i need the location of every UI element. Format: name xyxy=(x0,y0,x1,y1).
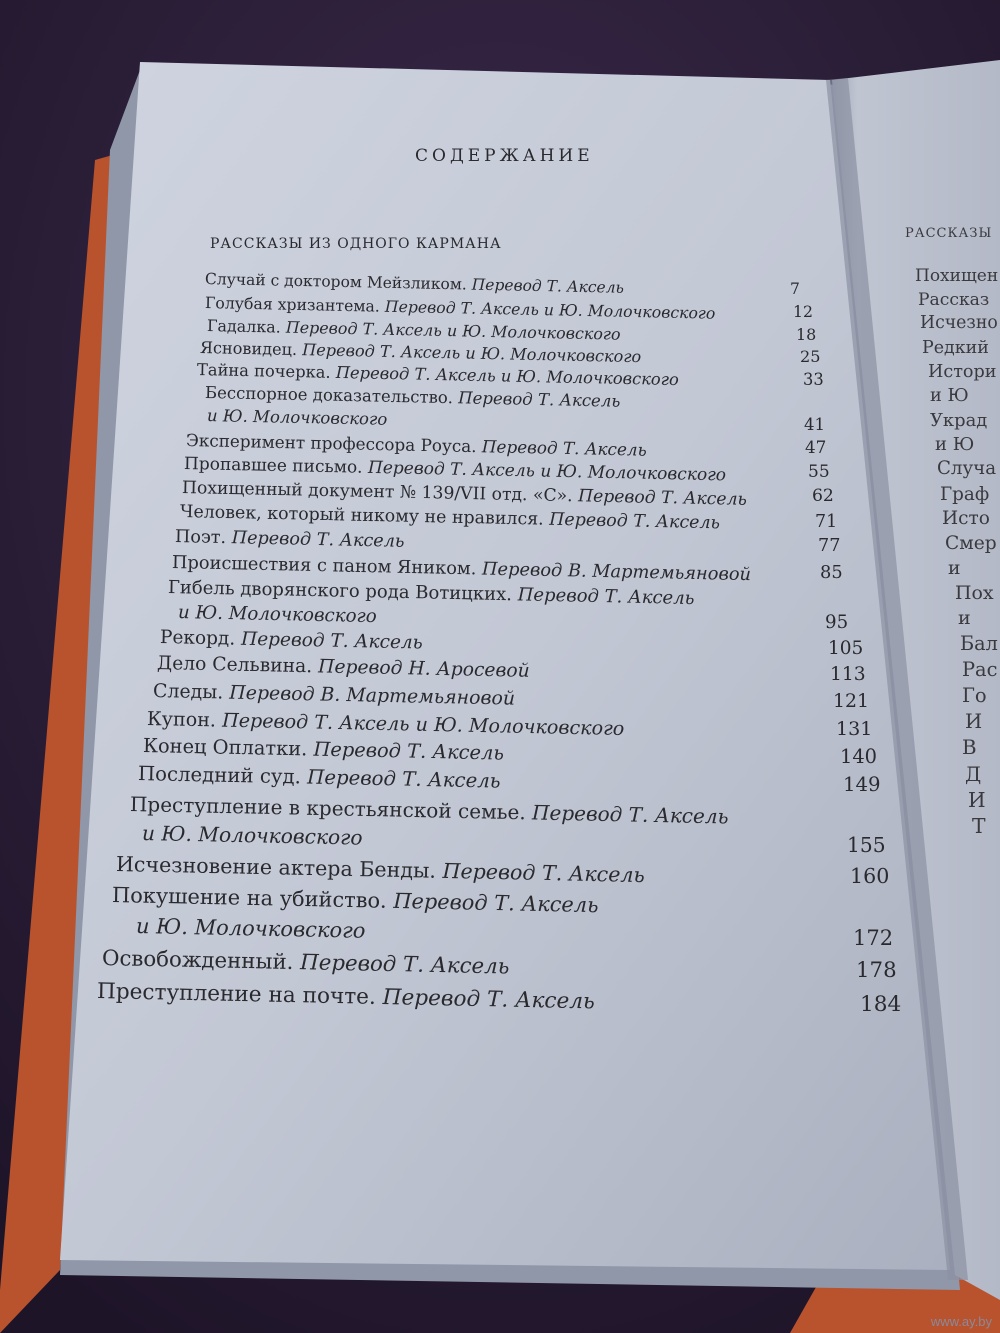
entry-page-number: 47 xyxy=(805,437,827,457)
entry-translator: Перевод Н. Аросевой xyxy=(317,656,530,682)
entry-title: Конец Оплатки. xyxy=(142,734,314,761)
right-page-fragment: и Ю xyxy=(930,386,969,406)
entry-title: Пропавшее письмо. xyxy=(183,454,369,478)
entry-page-number: 155 xyxy=(847,833,886,857)
entry-translator: Перевод Т. Аксель xyxy=(577,486,748,510)
entry-page-number: 25 xyxy=(800,347,821,366)
entry-translator: Перевод Т. Аксель xyxy=(481,436,647,460)
entry-translator: Перевод Т. Аксель xyxy=(471,275,625,297)
entry-page-number: 113 xyxy=(830,664,866,685)
entry-page-number: 105 xyxy=(828,638,864,659)
entry-title: Гадалка. xyxy=(206,316,287,337)
toc-entry xyxy=(207,406,388,429)
entry-title: Купон. xyxy=(146,707,223,732)
entry-translator: Перевод Т. Аксель xyxy=(458,388,621,411)
entry-title: Преступление на почте. xyxy=(96,979,383,1010)
entry-translator: Перевод Т. Аксель xyxy=(393,888,599,918)
entry-title: Поэт. xyxy=(174,527,232,549)
toc-entry xyxy=(178,602,377,627)
entry-translator: Перевод Т. Аксель и Ю. Молочковского xyxy=(335,362,679,390)
right-page-fragment: Т xyxy=(972,814,986,838)
entry-page-number: 178 xyxy=(856,958,897,983)
right-section-fragment: РАССКАЗЫ xyxy=(905,226,993,241)
right-page-fragment: И xyxy=(965,710,983,733)
entry-page-number: 77 xyxy=(818,536,841,556)
entry-title: Дело Сельвина. xyxy=(156,653,319,678)
entry-title: Эксперимент профессора Роуса. xyxy=(185,430,483,457)
right-page-fragment: и xyxy=(958,606,971,629)
entry-title: Преступление в крестьянской семье. xyxy=(129,792,533,825)
entry-page-number: 7 xyxy=(790,280,800,298)
entry-page-number: 55 xyxy=(808,462,830,482)
entry-title: Рекорд. xyxy=(159,627,242,650)
right-page-fragment: Пох xyxy=(955,582,994,604)
entry-title: Случай с доктором Мейзликом. xyxy=(204,270,472,294)
right-page-fragment: Исто xyxy=(942,508,990,529)
entry-title: Человек, который никому не нравился. xyxy=(179,502,550,530)
entry-page-number: 95 xyxy=(825,612,849,633)
entry-page-number: 71 xyxy=(815,512,838,532)
right-page-fragment: Го xyxy=(962,684,987,707)
entry-page-number: 85 xyxy=(820,562,843,583)
entry-title: Освобожденный. xyxy=(101,946,301,976)
right-page-fragment: Смер xyxy=(945,533,997,554)
right-page-fragment: Истори xyxy=(928,362,997,382)
entry-page-number: 41 xyxy=(804,415,825,434)
entry-translator: Перевод Т. Аксель xyxy=(306,765,501,793)
right-page-fragment: Похищен xyxy=(915,266,999,286)
entry-page-number: 172 xyxy=(853,926,894,950)
right-page-fragment: Бал xyxy=(960,632,998,655)
entry-page-number: 160 xyxy=(850,864,890,888)
entry-title: Покушение на убийство. xyxy=(111,883,394,913)
entry-title: Похищенный документ № 139/VII отд. «С». xyxy=(181,478,579,507)
entry-translator: Перевод Т. Аксель и Ю. Молочковского xyxy=(221,708,625,740)
entry-page-number: 33 xyxy=(803,370,824,389)
entry-translator: Перевод Т. Аксель xyxy=(299,950,510,980)
right-page-fragment: В xyxy=(962,736,977,759)
entry-translator: Перевод Т. Аксель xyxy=(382,984,595,1015)
entry-translator: Перевод Т. Аксель и Ю. Молочковского xyxy=(367,457,727,486)
entry-page-number: 149 xyxy=(843,773,881,796)
entry-translator: Перевод Т. Аксель xyxy=(549,509,721,534)
entry-title: Голубая хризантема. xyxy=(204,293,386,316)
entry-translator: и Ю. Молочковского xyxy=(206,406,388,429)
entry-title: Последний суд. xyxy=(137,762,308,789)
entry-page-number: 12 xyxy=(793,302,813,321)
entry-page-number: 140 xyxy=(840,745,878,768)
entry-page-number: 131 xyxy=(836,717,873,740)
right-page-fragment: И xyxy=(968,788,986,812)
right-page-fragment: Д xyxy=(965,762,982,786)
entry-title: Бесспорное доказательство. xyxy=(204,383,459,408)
entry-translator: Перевод Т. Аксель и Ю. Молочковского xyxy=(302,340,642,367)
watermark-text: www.ay.by xyxy=(930,1314,992,1329)
entry-translator: и Ю. Молочковского xyxy=(141,821,363,850)
section-title: РАССКАЗЫ ИЗ ОДНОГО КАРМАНА xyxy=(210,236,502,252)
entry-translator: Перевод Т. Аксель xyxy=(231,528,405,552)
entry-page-number: 184 xyxy=(860,992,902,1017)
entry-translator: Перевод В. Мартемьяновой xyxy=(481,558,752,586)
entry-page-number: 18 xyxy=(796,325,817,344)
right-page-fragment: Граф xyxy=(940,484,990,505)
entry-title: Исчезновение актера Бенды. xyxy=(115,852,443,883)
right-page-fragment: Рассказ xyxy=(918,290,990,310)
toc-entry xyxy=(142,821,363,850)
entry-title: Тайна почерка. xyxy=(196,360,337,382)
toc-heading: СОДЕРЖАНИЕ xyxy=(415,146,594,166)
entry-page-number: 121 xyxy=(833,690,870,712)
right-page-fragment: Редкий xyxy=(922,338,989,358)
entry-title: Следы. xyxy=(152,680,230,704)
entry-title: Ясновидец. xyxy=(199,338,303,360)
toc-entry xyxy=(136,914,366,943)
entry-translator: Перевод Т. Аксель xyxy=(531,800,729,829)
right-page-fragment: Исчезно xyxy=(920,313,998,333)
right-page-fragment: Случа xyxy=(937,458,997,479)
right-page-fragment: Рас xyxy=(962,658,998,681)
entry-title: Происшествия с паном Яником. xyxy=(171,552,483,580)
entry-translator: Перевод Т. Аксель xyxy=(517,584,695,610)
right-page-fragment: Украд xyxy=(930,410,988,431)
entry-translator: Перевод Т. Аксель xyxy=(313,737,505,765)
entry-translator: и Ю. Молочковского xyxy=(177,602,377,628)
entry-page-number: 62 xyxy=(812,486,834,506)
entry-title: Гибель дворянского рода Вотицких. xyxy=(167,577,518,606)
right-page-fragment: и xyxy=(948,558,961,579)
entry-translator: Перевод Т. Аксель xyxy=(442,858,645,888)
entry-translator: и Ю. Молочковского xyxy=(135,914,366,943)
entry-translator: Перевод Т. Аксель и Ю. Молочковского xyxy=(384,296,716,323)
right-page-fragment: и Ю xyxy=(935,434,975,455)
entry-translator: Перевод Т. Аксель и Ю. Молочковского xyxy=(285,317,621,344)
entry-translator: Перевод В. Мартемьяновой xyxy=(229,681,516,710)
entry-translator: Перевод Т. Аксель xyxy=(240,628,423,654)
